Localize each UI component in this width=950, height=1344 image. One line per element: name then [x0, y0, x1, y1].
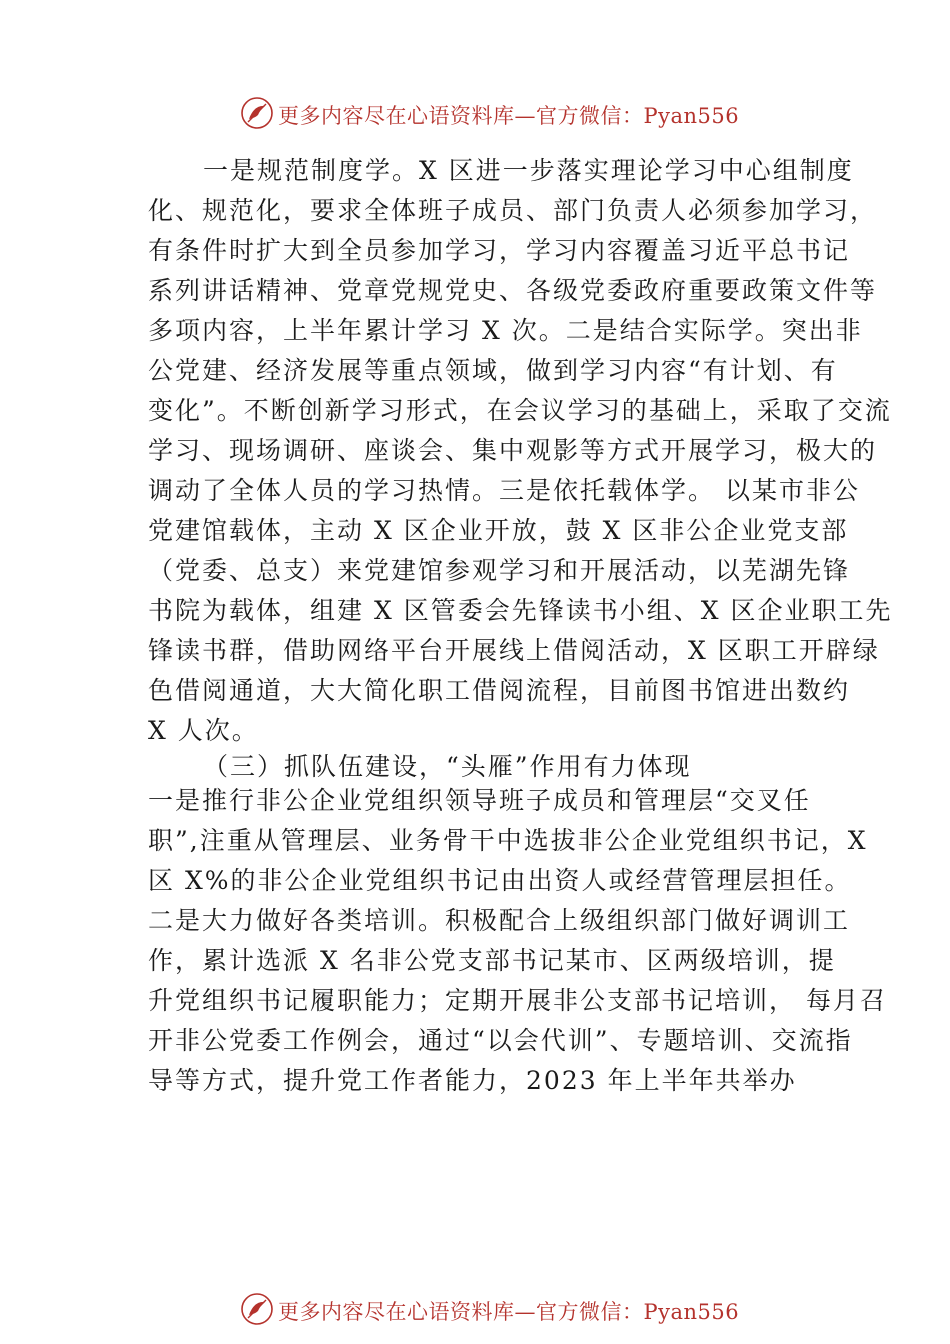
paragraph-line: （党委、总支）来党建馆参观学习和开展活动，以芜湖先锋 [148, 556, 851, 585]
logo-icon [240, 96, 274, 130]
paragraph-line: 调动了全体人员的学习热情。三是依托载体学。 以某市非公 [148, 476, 860, 505]
paragraph-line: 开非公党委工作例会，通过“以会代训”、专题培训、交流指 [148, 1026, 853, 1055]
paragraph-line: 党建馆载体，主动 X 区企业开放，鼓 X 区非公企业党支部 [148, 516, 849, 545]
watermark-text: 更多内容尽在心语资料库—官方微信：Pyan556 [278, 1300, 740, 1324]
paragraph-line: 锋读书群，借助网络平台开展线上借阅活动，X 区职工开辟绿 [148, 636, 880, 665]
watermark-banner-bottom [0, 1290, 950, 1330]
paragraph-line: 有条件时扩大到全员参加学习，学习内容覆盖习近平总书记 [148, 236, 851, 265]
paragraph-line: 作，累计选派 X 名非公党支部书记某市、区两级培训，提 [148, 946, 836, 975]
paragraph-line: 升党组织书记履职能力；定期开展非公支部书记培训， 每月召 [148, 986, 887, 1015]
paragraph-line: 职”,注重从管理层、业务骨干中选拔非公企业党组织书记，X [148, 826, 868, 855]
paragraph-line: 区 X%的非公企业党组织书记由出资人或经营管理层担任。 [148, 866, 852, 895]
paragraph-line: 系列讲话精神、党章党规党史、各级党委政府重要政策文件等 [148, 276, 878, 305]
section-heading: （三）抓队伍建设，“头雁”作用有力体现 [203, 752, 692, 781]
paragraph-line: 化、规范化，要求全体班子成员、部门负责人必须参加学习， [148, 196, 878, 225]
logo-icon [240, 1292, 274, 1326]
paragraph-line: 导等方式，提升党工作者能力，2023 年上半年共举办 [148, 1066, 797, 1095]
paragraph-line: 变化”。不断创新学习形式，在会议学习的基础上，采取了交流 [148, 396, 892, 425]
paragraph-line: 公党建、经济发展等重点领域，做到学习内容“有计划、有 [148, 356, 838, 385]
paragraph-line: 一是推行非公企业党组织领导班子成员和管理层“交叉任 [148, 786, 811, 815]
paragraph-line: 书院为载体，组建 X 区管委会先锋读书小组、X 区企业职工先 [148, 596, 893, 625]
paragraph-line: 学习、现场调研、座谈会、集中观影等方式开展学习，极大的 [148, 436, 878, 465]
paragraph-line: 一是规范制度学。X 区进一步落实理论学习中心组制度 [203, 156, 854, 185]
paragraph-line: 色借阅通道，大大简化职工借阅流程，目前图书馆进出数约 [148, 676, 851, 705]
paragraph-line: 多项内容，上半年累计学习 X 次。二是结合实际学。突出非 [148, 316, 863, 345]
watermark-banner-top [0, 94, 950, 134]
watermark-text: 更多内容尽在心语资料库—官方微信：Pyan556 [278, 104, 740, 128]
paragraph-line: X 人次。 [148, 716, 259, 745]
paragraph-line: 二是大力做好各类培训。积极配合上级组织部门做好调训工 [148, 906, 851, 935]
